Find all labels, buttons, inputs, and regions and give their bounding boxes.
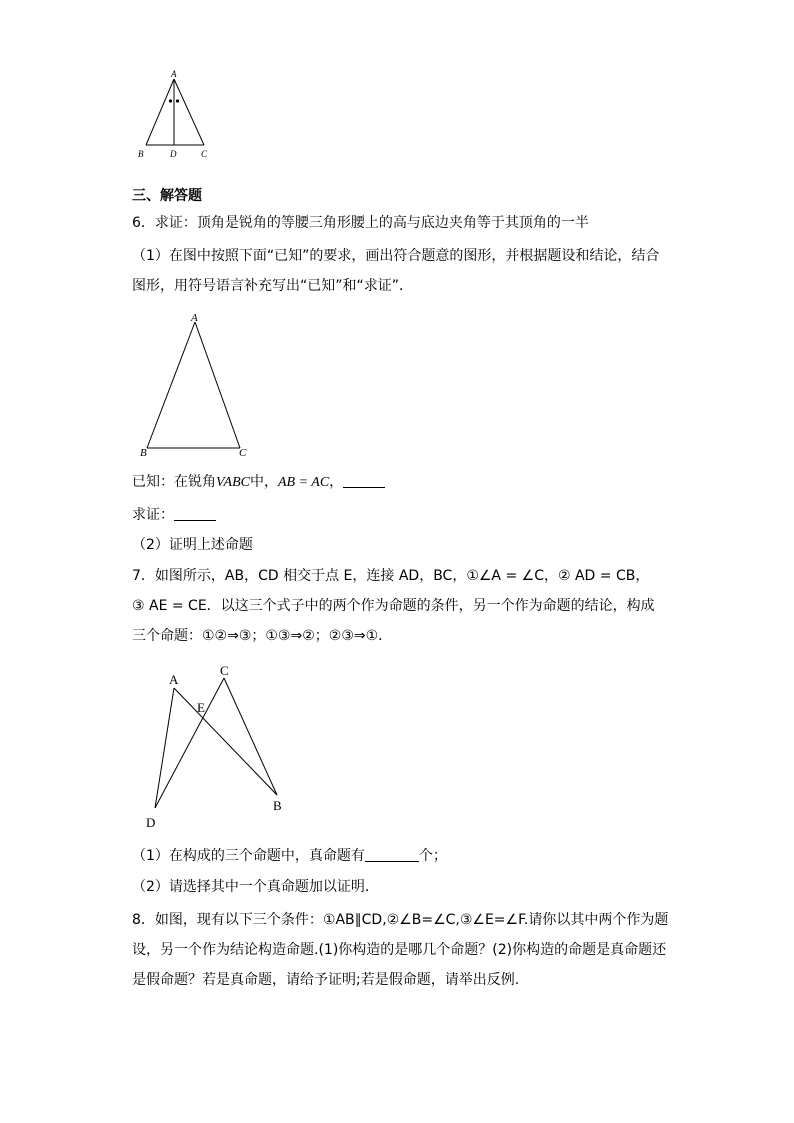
q6-statement: [132, 213, 589, 233]
label-b: B: [140, 447, 147, 459]
side-ac: [195, 322, 240, 448]
q7-part1-suffix: 个；: [418, 848, 447, 864]
section-heading: 三、解答题: [132, 188, 202, 204]
q7-part1-prefix: （1）在构成的三个命题中，真命题有: [132, 848, 365, 864]
segment-cb: [224, 678, 277, 795]
q6-part2: （2）证明上述命题: [132, 537, 253, 553]
angle-mark-left: [169, 99, 172, 102]
q8-line1: 8．如图，现有以下三个条件：①AB∥CD,②∠B=∠C,③∠E=∠F.请你以其中两个作为题: [132, 912, 669, 928]
q6-known-eq: AB = AC: [277, 475, 330, 490]
angle-mark-right: [176, 99, 179, 102]
q6-number: 6．: [132, 215, 155, 231]
segment-ab: [174, 688, 277, 795]
q6-known-triangle: VABC: [216, 475, 250, 490]
q6-known-prefix: 已知：在锐角: [132, 474, 216, 490]
q7-line1: 7．如图所示，AB，CD 相交于点 E，连接 AD，BC，①∠A = ∠C，② AD = CB，: [132, 568, 650, 584]
side-ab: [146, 79, 174, 145]
q6-prove-line: [132, 505, 216, 525]
figure-isosceles-median: [130, 65, 220, 165]
q7-part1: [132, 846, 447, 866]
q6-known-sep: ，: [329, 474, 344, 490]
label-c: C: [201, 149, 208, 159]
figure-triangle-abc: [135, 310, 260, 460]
q8-line2: 设，另一个作为结论构造命题.(1)你构造的是哪几个命题？(2)你构造的命题是真命题还: [132, 942, 667, 958]
q7-part2: （2）请选择其中一个真命题加以证明．: [132, 879, 379, 895]
q7-line3: 三个命题：①②⇒③；①③⇒②；②③⇒①．: [132, 628, 393, 644]
q7-part1-blank[interactable]: [365, 847, 419, 862]
label-e: E: [197, 700, 205, 715]
q6-known-blank[interactable]: [343, 473, 385, 488]
q6-prove-blank[interactable]: [174, 506, 216, 521]
q7-line2: ③ AE = CE．以这三个式子中的两个作为命题的条件，另一个作为命题的结论，构成: [132, 598, 655, 614]
label-a: A: [191, 312, 198, 324]
label-b: B: [273, 798, 282, 813]
q6-known-line: [132, 472, 385, 493]
label-a: A: [169, 672, 179, 687]
label-d: D: [170, 149, 177, 159]
label-d: D: [146, 815, 156, 830]
label-c: C: [239, 447, 247, 459]
label-b: B: [138, 149, 144, 159]
q6-prove-prefix: 求证：: [132, 507, 174, 523]
q8-line3: 是假命题？若是真命题，请给予证明;若是假命题，请举出反例.: [132, 972, 520, 988]
label-c: C: [220, 663, 229, 678]
side-ac: [174, 79, 204, 145]
label-a: A: [171, 69, 177, 79]
q6-part1-line2: 图形，用符号语言补充写出“已知”和“求证”．: [132, 278, 414, 294]
q6-part1-line1: （1）在图中按照下面“已知”的要求，画出符合题意的图形，并根据题设和结论，结合: [132, 248, 660, 264]
q6-known-mid: 中，: [249, 474, 278, 490]
figure-crossing-segments: [140, 660, 300, 832]
side-ab: [147, 322, 195, 448]
q6-statement-text: 求证：顶角是锐角的等腰三角形腰上的高与底边夹角等于其顶角的一半: [154, 215, 589, 231]
